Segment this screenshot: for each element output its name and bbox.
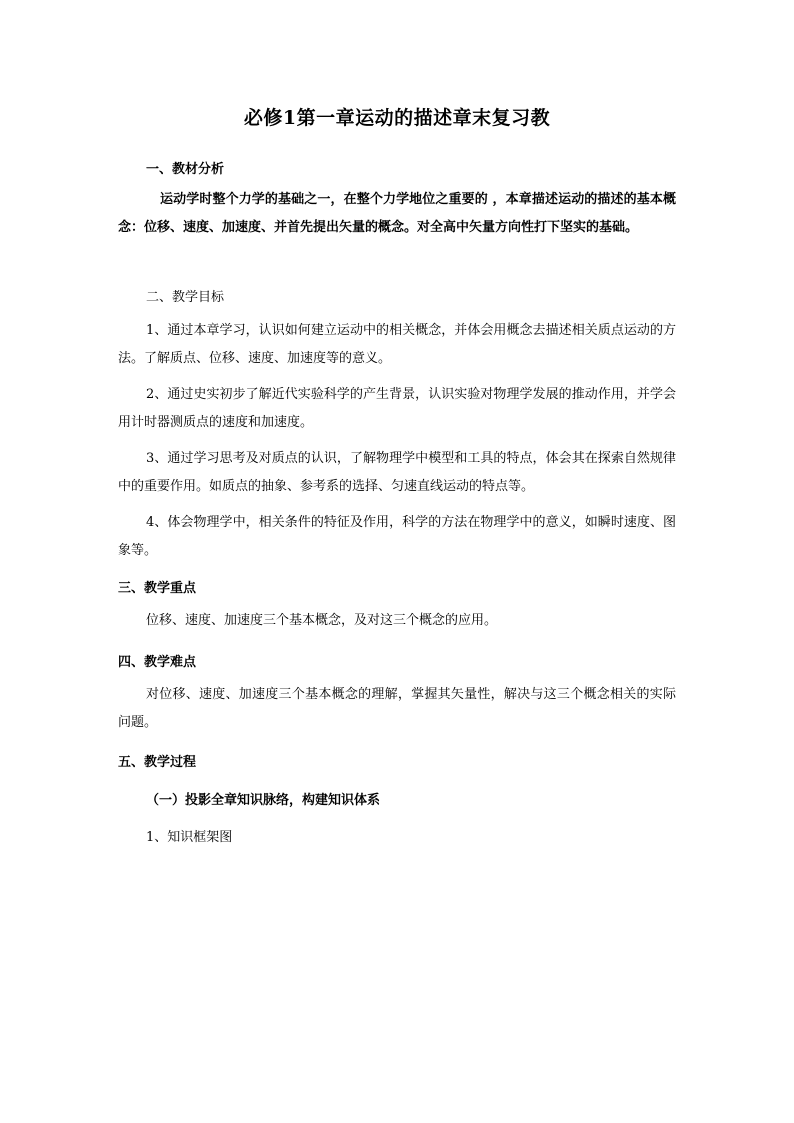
section-heading-materials: 一、教材分析 xyxy=(146,162,225,177)
difficulties-paragraph: 对位移、速度、加速度三个基本概念的理解，掌握其矢量性，解决与这三个概念相关的实际问题。 xyxy=(118,687,676,730)
objective-item-2: 2、通过史实初步了解近代实验科学的产生背景，认识实验对物理学发展的推动作用，并学会用计时器测质点的速度和加速度。 xyxy=(118,387,676,430)
section-heading-difficulties: 四、教学难点 xyxy=(118,655,197,670)
section-heading-key-points: 三、教学重点 xyxy=(118,581,197,596)
objective-item-4: 4、体会物理学中，相关条件的特征及作用，科学的方法在物理学中的意义，如瞬时速度、图象等。 xyxy=(118,515,676,558)
process-sub-heading: （一）投影全章知识脉络，构建知识体系 xyxy=(146,793,381,808)
key-points-paragraph: 位移、速度、加速度三个基本概念，及对这三个概念的应用。 xyxy=(146,613,498,628)
section-heading-objectives: 二、教学目标 xyxy=(146,290,225,305)
section-heading-process: 五、教学过程 xyxy=(118,755,197,770)
materials-analysis-paragraph: 运动学时整个力学的基础之一，在整个力学地位之重要的 ，本章描述运动的描述的基本概念：位移、速度、加速度、并首先提出矢量的概念。对全高中矢量方向性打下坚实的基础。 xyxy=(118,192,676,235)
knowledge-framework-item: 1、知识框架图 xyxy=(146,830,233,845)
objective-item-1: 1、通过本章学习，认识如何建立运动中的相关概念，并体会用概念去描述相关质点运动的方法。了解质点、位移、速度、加速度等的意义。 xyxy=(118,323,676,366)
objective-item-3: 3、通过学习思考及对质点的认识，了解物理学中模型和工具的特点，体会其在探索自然规律中的重要作用。如质点的抽象、参考系的选择、匀速直线运动的特点等。 xyxy=(118,451,676,494)
document-title: 必修1第一章运动的描述章末复习教 xyxy=(243,107,551,129)
